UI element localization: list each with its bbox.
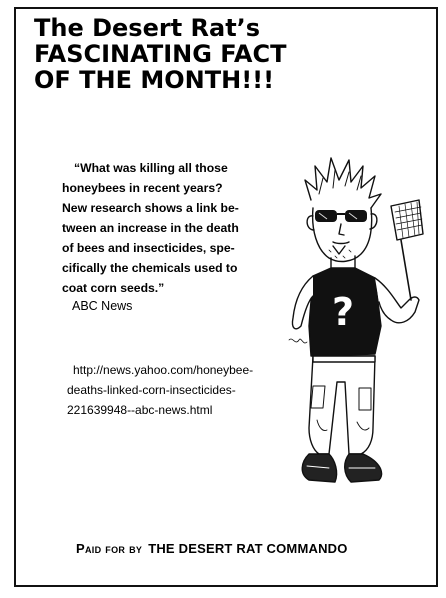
headline-line-3: OF THE MONTH!!! (34, 66, 275, 94)
quote-line-7: coat corn seeds.” (62, 281, 165, 295)
headline (34, 15, 414, 93)
quote-line-6: cifically the chemicals used to (62, 261, 238, 275)
headline-line-2: FASCINATING FACT (34, 40, 287, 68)
quote-line-1: “What was killing all those (74, 161, 228, 175)
paid-for-by-line (76, 540, 348, 558)
sunglasses (315, 210, 367, 222)
organization-name: THE DESERT RAT COMMANDO (148, 541, 348, 556)
paid-for-by-label: Paid for by (76, 541, 143, 556)
left-shoe (302, 454, 336, 482)
cargo-pants (309, 356, 375, 454)
source-url-line-2: deaths-linked-corn-insecticides- (67, 383, 236, 397)
quote-line-5: of bees and insecticides, spe- (62, 241, 235, 255)
quote-line-4: tween an increase in the death (62, 221, 239, 235)
quote-source: ABC News (72, 299, 133, 313)
desert-rat-cartoon (283, 150, 438, 520)
source-url-line-3: 221639948--abc-news.html (67, 403, 213, 417)
news-quote (62, 158, 307, 298)
quote-line-2: honeybees in recent years? (62, 181, 223, 195)
hair-outline (305, 158, 381, 208)
headline-line-1: The Desert Rat’s (34, 14, 261, 42)
shirt-question-mark: ? (331, 290, 355, 334)
source-url[interactable] (67, 360, 287, 420)
source-url-line-1: http://news.yahoo.com/honeybee- (73, 363, 254, 377)
quote-line-3: New research shows a link be- (62, 201, 239, 215)
